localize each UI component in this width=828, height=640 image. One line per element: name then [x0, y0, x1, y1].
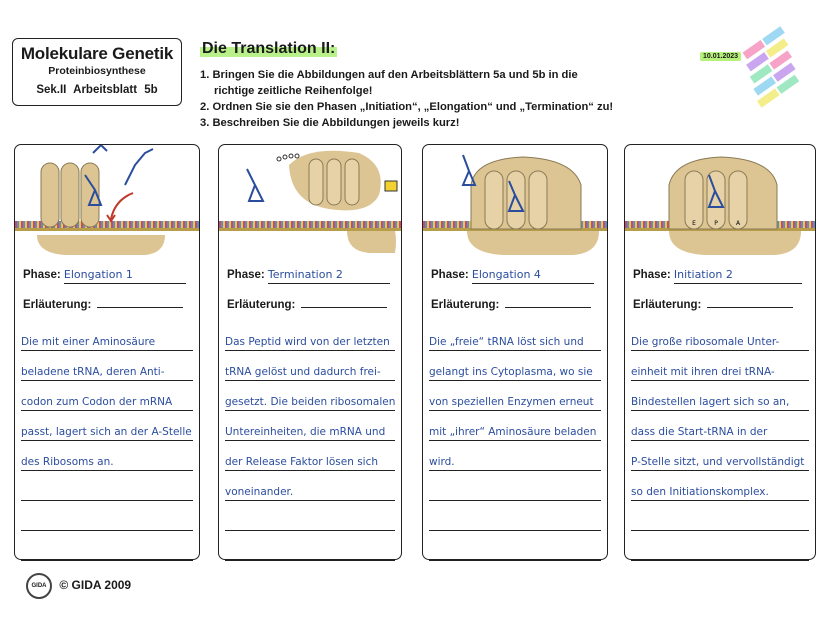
explanation-line: Bindestellen lagert sich so an, — [631, 396, 790, 408]
explanation-underline — [97, 307, 183, 308]
translation-illustration — [625, 145, 815, 255]
explanation-line: P-Stelle sitzt, und vervollständigt — [631, 456, 805, 468]
phase-row — [633, 268, 802, 284]
explanation-line: so den Initiationskomplex. — [631, 486, 769, 498]
instructions — [200, 67, 640, 131]
worksheet-sheet-info — [13, 84, 181, 96]
explanation-lines-2[interactable] — [225, 321, 395, 561]
explanation-line: einheit mit ihren drei tRNA- — [631, 366, 775, 378]
sheet-label: Arbeitsblatt 5b — [73, 84, 158, 96]
translation-illustration — [219, 145, 401, 255]
explanation-line: Die große ribosomale Unter- — [631, 336, 780, 348]
phase-panel-1 — [14, 144, 200, 560]
worksheet-subtitle: Proteinbiosynthese — [48, 65, 146, 77]
explanation-row — [633, 299, 793, 311]
phase-row — [227, 268, 390, 284]
phase-answer-4[interactable]: Initiation 2 — [674, 268, 802, 284]
worksheet-title-box — [12, 38, 182, 106]
explanation-line: passt, lagert sich an der A-Stelle — [21, 426, 192, 438]
explanation-lines-3[interactable] — [429, 321, 601, 561]
phase-panel-2 — [218, 144, 402, 560]
explanation-line: Die mit einer Aminosäure — [21, 336, 156, 348]
phase-label: Phase: — [633, 269, 671, 281]
page-heading: Die Translation II: — [202, 40, 336, 57]
date-sticker: 10.01.2023 — [700, 52, 741, 61]
gida-logo-icon: GIDA — [26, 573, 52, 599]
phase-panel-4 — [624, 144, 816, 560]
explanation-row — [431, 299, 591, 311]
explanation-line: gelangt ins Cytoplasma, wo sie — [429, 366, 593, 378]
instruction-line: 3. Beschreiben Sie die Abbildungen jeweils kurz! — [200, 117, 460, 129]
translation-illustration — [15, 145, 199, 255]
site-label: P — [714, 220, 718, 227]
explanation-line: dass die Start-tRNA in der — [631, 426, 768, 438]
explanation-line: Untereinheiten, die mRNA und — [225, 426, 386, 438]
explanation-line: gesetzt. Die beiden ribosomalen — [225, 396, 396, 408]
explanation-line: Die „freie“ tRNA löst sich und — [429, 336, 584, 348]
explanation-label: Erläuterung: — [431, 299, 500, 311]
explanation-lines-1[interactable] — [21, 321, 193, 561]
instruction-line: 1. Bringen Sie die Abbildungen auf den Arbeitsblättern 5a und 5b in die — [200, 69, 578, 81]
explanation-label: Erläuterung: — [227, 299, 296, 311]
phase-answer-3[interactable]: Elongation 4 — [472, 268, 594, 284]
phase-panel-3 — [422, 144, 608, 560]
worksheet-title: Molekulare Genetik — [20, 44, 174, 63]
explanation-label: Erläuterung: — [633, 299, 702, 311]
sticky-tabs-decoration — [742, 22, 826, 118]
explanation-line: der Release Faktor lösen sich — [225, 456, 379, 468]
explanation-line: voneinander. — [225, 486, 294, 498]
level-label: Sek.II — [36, 84, 67, 96]
explanation-line: tRNA gelöst und dadurch frei- — [225, 366, 381, 378]
explanation-line: von speziellen Enzymen erneut — [429, 396, 594, 408]
explanation-line: Das Peptid wird von der letzten — [225, 336, 390, 348]
phase-row — [23, 268, 186, 284]
explanation-line: des Ribosoms an. — [21, 456, 114, 468]
site-label: A — [735, 220, 741, 227]
explanation-underline — [301, 307, 387, 308]
translation-illustration — [423, 145, 607, 255]
phase-row — [431, 268, 594, 284]
copyright-footer — [26, 573, 131, 599]
phase-answer-1[interactable]: Elongation 1 — [64, 268, 186, 284]
explanation-line: codon zum Codon der mRNA — [21, 396, 173, 408]
explanation-line: wird. — [429, 456, 455, 468]
phase-answer-2[interactable]: Termination 2 — [268, 268, 390, 284]
explanation-underline — [707, 307, 793, 308]
explanation-lines-4[interactable] — [631, 321, 809, 561]
explanation-line: beladene tRNA, deren Anti- — [21, 366, 165, 378]
explanation-row — [23, 299, 183, 311]
phase-label: Phase: — [227, 269, 265, 281]
explanation-underline — [505, 307, 591, 308]
phase-label: Phase: — [23, 269, 61, 281]
copyright-text: © GIDA 2009 — [59, 578, 132, 593]
instruction-line: 2. Ordnen Sie sie den Phasen „Initiation“, „Elongation“ und „Termination“ zu! — [200, 101, 614, 113]
instruction-line: richtige zeitliche Reihenfolge! — [214, 85, 373, 97]
phase-label: Phase: — [431, 269, 469, 281]
explanation-line: mit „ihrer“ Aminosäure beladen — [429, 426, 597, 438]
site-label: E — [692, 220, 696, 227]
explanation-row — [227, 299, 387, 311]
explanation-label: Erläuterung: — [23, 299, 92, 311]
